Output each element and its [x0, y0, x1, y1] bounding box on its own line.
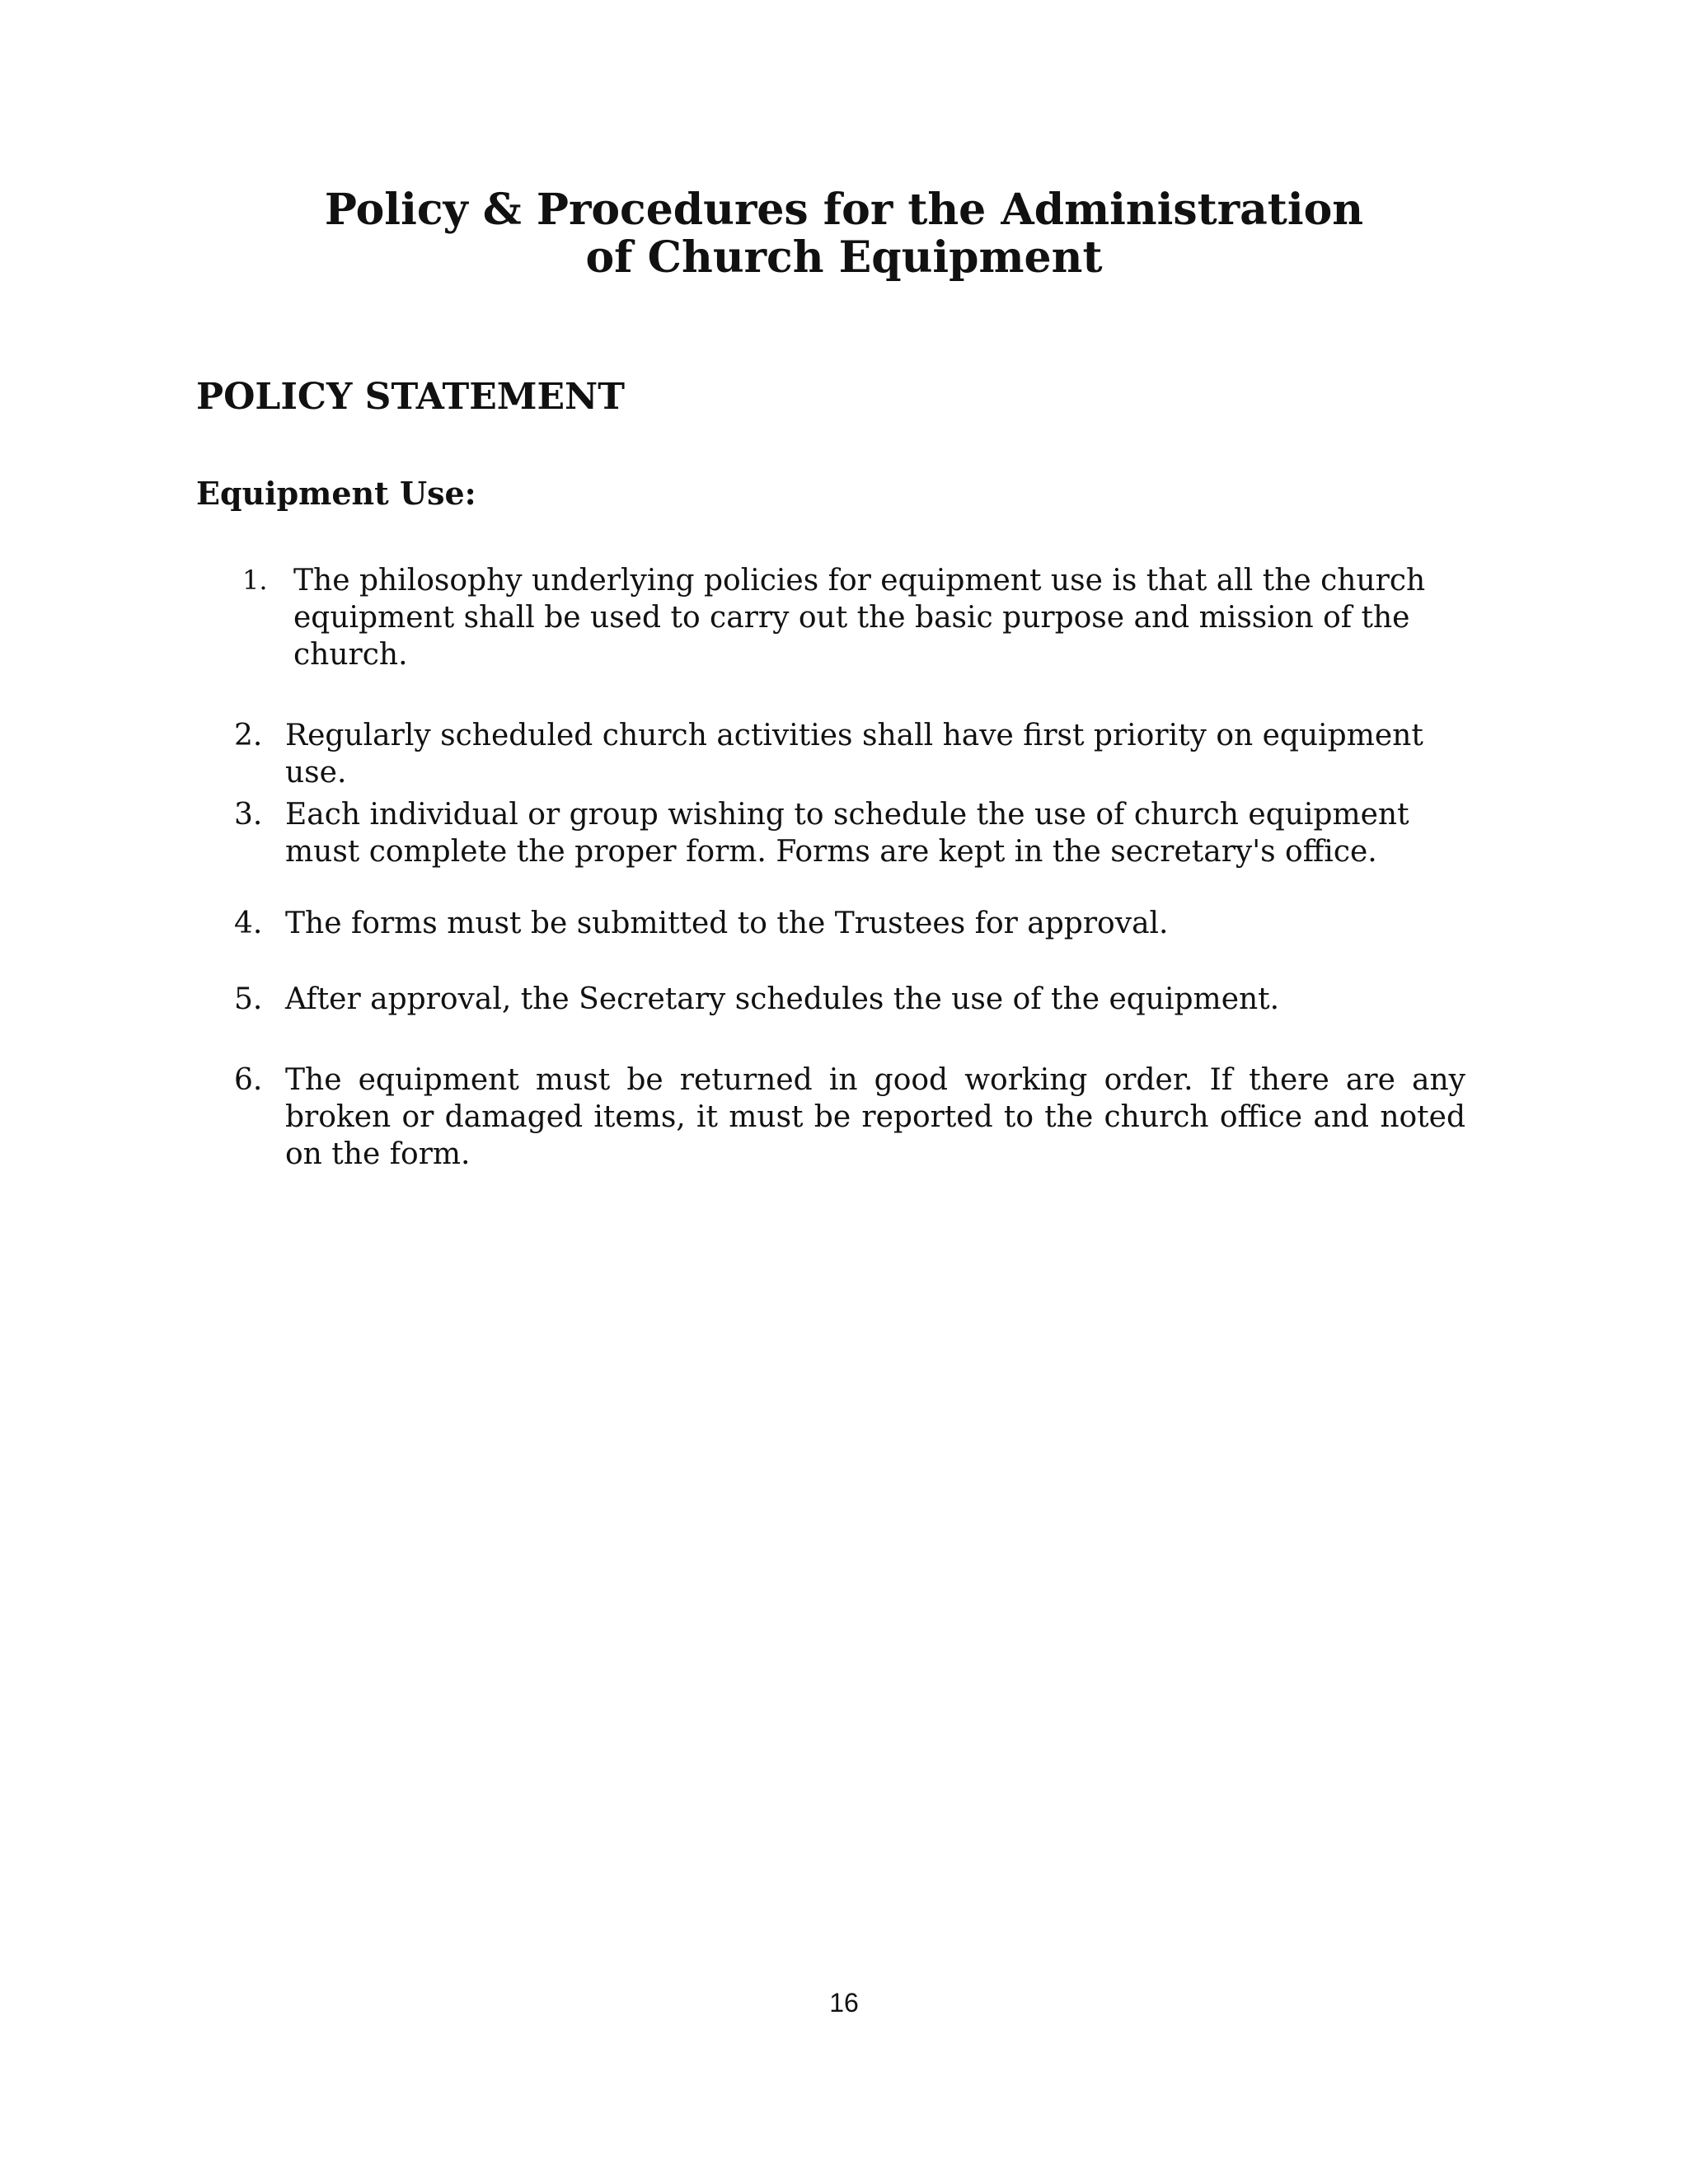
title-line-1: Policy & Procedures for the Administration [324, 185, 1364, 235]
list-item-text: The philosophy underlying policies for equipment use is that all the church equipment shall be used to carry out the basic purpose and mission of the church. [293, 564, 1426, 672]
list-item-number: 6. [234, 1063, 263, 1097]
list-item [234, 562, 1465, 673]
list-item-number: 1. [242, 565, 268, 596]
page-number: 16 [829, 1988, 859, 2018]
title-line-2: of Church Equipment [585, 232, 1103, 283]
document-title [0, 186, 1688, 282]
list-item-text: Regularly scheduled church activities shall have first priority on equipment use. [285, 719, 1423, 790]
list-item-text: Each individual or group wishing to schedule the use of church equipment must complete the proper form. Forms are kept in the secretary's office. [285, 798, 1409, 869]
list-item [234, 717, 1465, 791]
list-item-text: The forms must be submitted to the Trustees for approval. [285, 907, 1169, 940]
list-item [234, 1062, 1465, 1173]
sub-heading: Equipment Use: [196, 475, 476, 512]
list-item-text: The equipment must be returned in good working order. If there are any broken or damaged items, it must be reported to the church office and noted on the form. [285, 1063, 1465, 1171]
list-item-number: 5. [234, 982, 263, 1016]
list-item [234, 796, 1465, 870]
list-item-text: After approval, the Secretary schedules the use of the equipment. [285, 982, 1280, 1016]
list-item-number: 3. [234, 798, 263, 832]
list-item-number: 2. [234, 719, 263, 752]
list-item [234, 905, 1465, 942]
section-heading: POLICY STATEMENT [196, 376, 626, 418]
list-item-number: 4. [234, 907, 263, 940]
list-item [234, 981, 1465, 1018]
